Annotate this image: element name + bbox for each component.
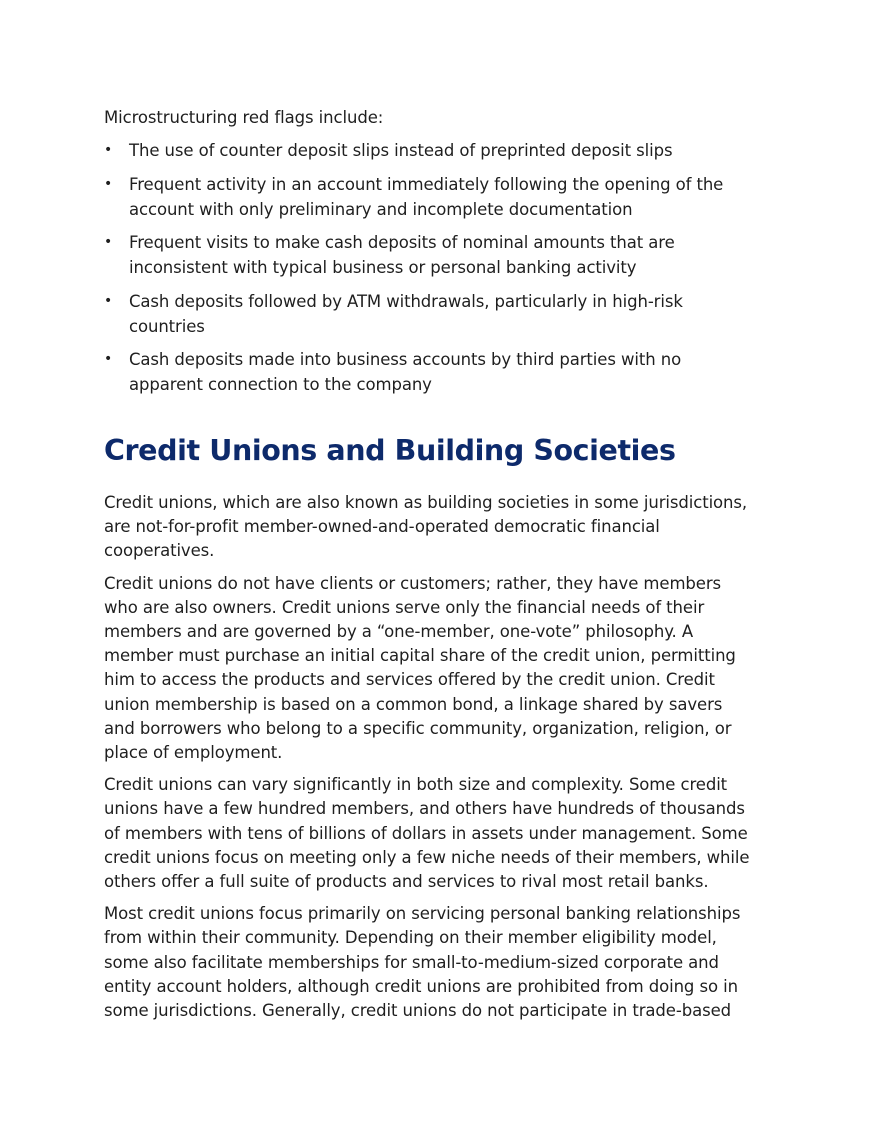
intro-text: Microstructuring red flags include:	[104, 108, 384, 127]
bullet-icon: •	[104, 351, 113, 367]
document-page	[104, 106, 754, 1031]
list-item-text: The use of counter deposit slips instead of preprinted deposit slips	[129, 141, 673, 160]
red-flags-list	[104, 138, 754, 397]
list-item-text: Cash deposits followed by ATM withdrawals, particularly in high-risk countries	[129, 291, 683, 336]
body-paragraph: Credit unions can vary significantly in both size and complexity. Some credit unions have a few hundred members, and others have hundreds of thousands of members with tens of billions of dollars in assets under management. Some credit unions focus on meeting only a few niche needs of their members, while others offer a full suite of products and services to rival most retail banks.	[104, 775, 750, 892]
list-item	[104, 230, 754, 280]
list-item	[104, 289, 754, 339]
list-item-text: Frequent activity in an account immediately following the opening of the account with only preliminary and incomplete documentation	[129, 174, 724, 219]
list-item	[104, 347, 754, 397]
list-item-text: Cash deposits made into business accounts by third parties with no apparent connection to the company	[129, 350, 682, 394]
bullet-icon: •	[104, 175, 113, 192]
list-item-text: Frequent visits to make cash deposits of nominal amounts that are inconsistent with typical business or personal banking activity	[129, 233, 675, 277]
body-paragraph: Credit unions do not have clients or customers; rather, they have members who are also owners. Credit unions serve only the financial needs of their members and are governed by a “one-member, one-vote” philosophy. A member must purchase an initial capital share of the credit union, permitting him to access the products and services offered by the credit union. Credit union membership is based on a common bond, a linkage shared by savers and borrowers who belong to a specific community, organization, religion, or place of employment.	[104, 573, 736, 763]
bullet-icon: •	[104, 234, 113, 250]
list-item	[104, 138, 754, 163]
section-heading: Credit Unions and Building Societies	[104, 434, 676, 467]
list-item	[104, 172, 754, 222]
bullet-icon: •	[104, 142, 113, 158]
bullet-icon: •	[104, 292, 113, 309]
body-paragraph: Most credit unions focus primarily on servicing personal banking relationships from within their community. Depending on their member eligibility model, some also facilitate memberships for small-to-medium-sized corporate and entity account holders, although credit unions are prohibited from doing so in some jurisdictions. Generally, credit unions do not participate in trade-based	[104, 904, 741, 1021]
body-paragraph: Credit unions, which are also known as building societies in some jurisdictions, are not-for-profit member-owned-and-operated democratic financial cooperatives.	[104, 493, 748, 561]
